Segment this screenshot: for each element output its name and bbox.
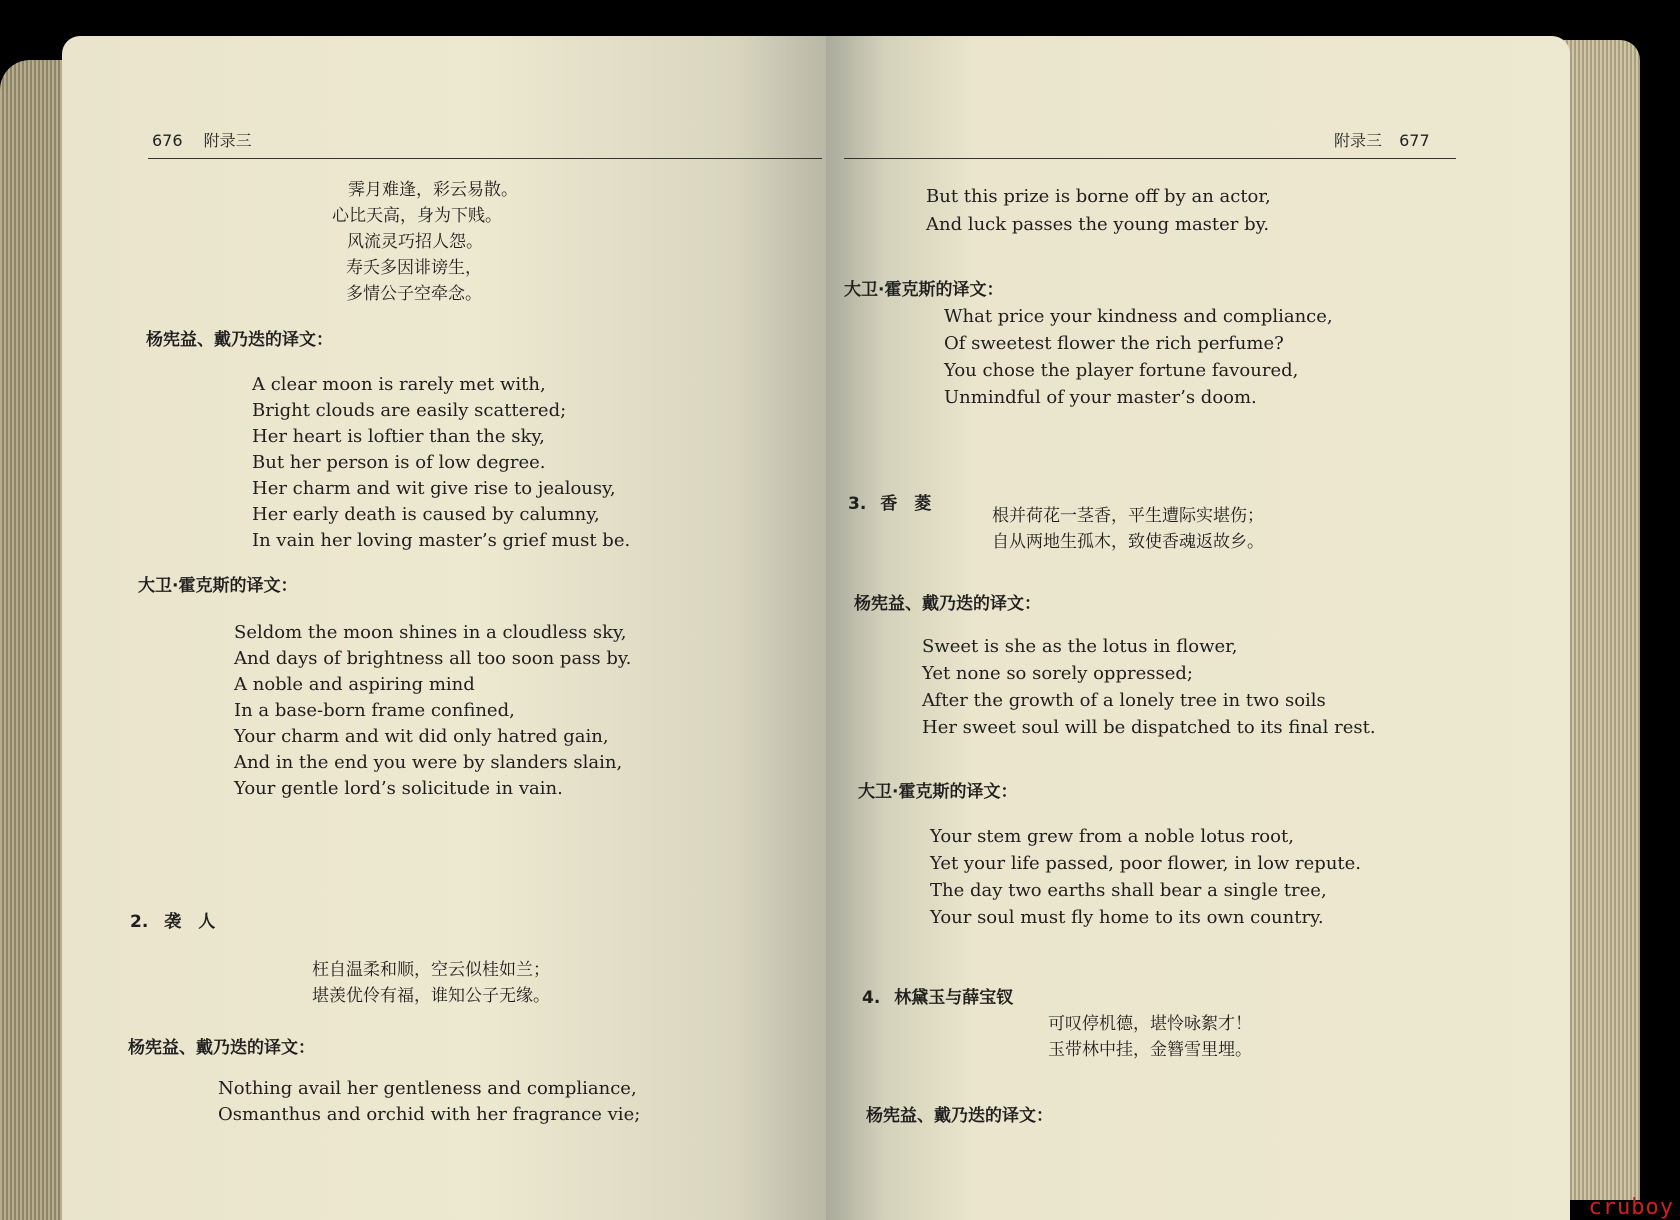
verse-line: The day two earths shall bear a single tree, xyxy=(930,880,1327,901)
right-header-rule xyxy=(844,158,1456,159)
verse-line: A clear moon is rarely met with, xyxy=(252,374,546,395)
verse-line: Her early death is caused by calumny, xyxy=(252,504,600,525)
cn-poem-3-line: 根并荷花一茎香，平生遭际实堪伤； xyxy=(992,506,1264,526)
cn-poem-1-line: 风流灵巧招人怨。 xyxy=(347,232,483,252)
verse-line: And luck passes the young master by. xyxy=(926,214,1270,235)
section-heading: 杨宪益、戴乃迭的译文： xyxy=(146,330,333,350)
cn-poem-1-line: 心比天高，身为下贱。 xyxy=(332,206,502,226)
verse-line: Her sweet soul will be dispatched to its final rest. xyxy=(922,717,1376,738)
right-running-title: 附录三 xyxy=(1334,131,1383,150)
cn-poem-3-line: 自从两地生孤木，致使香魂返故乡。 xyxy=(992,532,1264,552)
verse-line: Nothing avail her gentleness and compliance, xyxy=(218,1078,637,1099)
cn-poem-1-line: 霁月难逢，彩云易散。 xyxy=(348,180,518,200)
verse-line: Yet your life passed, poor flower, in low repute. xyxy=(930,853,1362,874)
section-heading: 大卫·霍克斯的译文： xyxy=(858,782,1018,802)
section-heading: 杨宪益、戴乃迭的译文： xyxy=(128,1038,315,1058)
verse-line: Seldom the moon shines in a cloudless sky, xyxy=(234,622,627,643)
section-heading: 大卫·霍克斯的译文： xyxy=(138,576,298,596)
left-page-edges xyxy=(0,60,70,1220)
cn-poem-1-line: 寿夭多因诽谤生， xyxy=(346,258,482,278)
verse-line: You chose the player fortune favoured, xyxy=(944,360,1299,381)
right-page-edges xyxy=(1560,40,1640,1200)
verse-line: And days of brightness all too soon pass by. xyxy=(234,648,632,669)
verse-line: What price your kindness and compliance, xyxy=(944,306,1333,327)
section-2-heading xyxy=(130,914,215,931)
yang-translation-1 xyxy=(252,376,630,558)
verse-line: Your gentle lord’s solicitude in vain. xyxy=(234,778,563,799)
verse-line: In a base-born frame confined, xyxy=(234,700,515,721)
yang-translation-2-continued xyxy=(926,188,1271,244)
yang-translation-3 xyxy=(922,638,1376,746)
cn-poem-2-line: 堪羡优伶有福，谁知公子无缘。 xyxy=(312,986,550,1006)
cn-poem-4-line: 玉带林中挂，金簪雪里埋。 xyxy=(1048,1040,1252,1060)
watermark: cruboy xyxy=(1588,1195,1674,1220)
section-number: 4. xyxy=(862,988,881,1008)
left-page-number: 676 xyxy=(152,131,183,150)
verse-line: Your stem grew from a noble lotus root, xyxy=(930,826,1294,847)
hawkes-translation-3 xyxy=(930,828,1361,936)
section-4-heading xyxy=(862,990,1013,1007)
section-title: 香 菱 xyxy=(880,494,932,514)
verse-line: But her person is of low degree. xyxy=(252,452,546,473)
verse-line: A noble and aspiring mind xyxy=(234,674,475,695)
right-page xyxy=(826,36,1570,1220)
verse-line: Your soul must fly home to its own country. xyxy=(930,907,1324,928)
left-running-head xyxy=(152,128,252,151)
section-heading: 杨宪益、戴乃迭的译文： xyxy=(866,1106,1053,1126)
cn-poem-2-line: 枉自温柔和顺，空云似桂如兰； xyxy=(312,960,550,980)
verse-line: Bright clouds are easily scattered; xyxy=(252,400,567,421)
verse-line: After the growth of a lonely tree in two soils xyxy=(922,690,1326,711)
cn-poem-1-line: 多情公子空牵念。 xyxy=(346,284,482,304)
verse-line: Yet none so sorely oppressed; xyxy=(922,663,1193,684)
hawkes-translation-2 xyxy=(944,308,1333,416)
section-number: 2. xyxy=(130,912,149,932)
left-header-rule xyxy=(148,158,822,159)
section-title: 袭 人 xyxy=(164,912,216,932)
right-page-number: 677 xyxy=(1399,131,1430,150)
verse-line: Of sweetest flower the rich perfume? xyxy=(944,333,1284,354)
verse-line: Unmindful of your master’s doom. xyxy=(944,387,1257,408)
cn-poem-4-line: 可叹停机德，堪怜咏絮才！ xyxy=(1048,1014,1252,1034)
hawkes-translation-1 xyxy=(234,624,631,806)
left-running-title: 附录三 xyxy=(203,131,252,150)
verse-line: Your charm and wit did only hatred gain, xyxy=(234,726,609,747)
section-number: 3. xyxy=(848,494,867,514)
section-title: 林黛玉与薛宝钗 xyxy=(894,988,1014,1008)
verse-line: But this prize is borne off by an actor, xyxy=(926,186,1271,207)
verse-line: Osmanthus and orchid with her fragrance vie; xyxy=(218,1104,641,1125)
verse-line: Sweet is she as the lotus in flower, xyxy=(922,636,1238,657)
section-heading: 大卫·霍克斯的译文： xyxy=(844,280,1004,300)
verse-line: In vain her loving master’s grief must be. xyxy=(252,530,631,551)
right-running-head xyxy=(1334,128,1430,151)
yang-translation-2 xyxy=(218,1080,640,1132)
left-page xyxy=(62,36,826,1220)
section-3-heading xyxy=(848,496,931,513)
verse-line: Her charm and wit give rise to jealousy, xyxy=(252,478,616,499)
verse-line: And in the end you were by slanders slain, xyxy=(234,752,623,773)
verse-line: Her heart is loftier than the sky, xyxy=(252,426,545,447)
section-heading: 杨宪益、戴乃迭的译文： xyxy=(854,594,1041,614)
